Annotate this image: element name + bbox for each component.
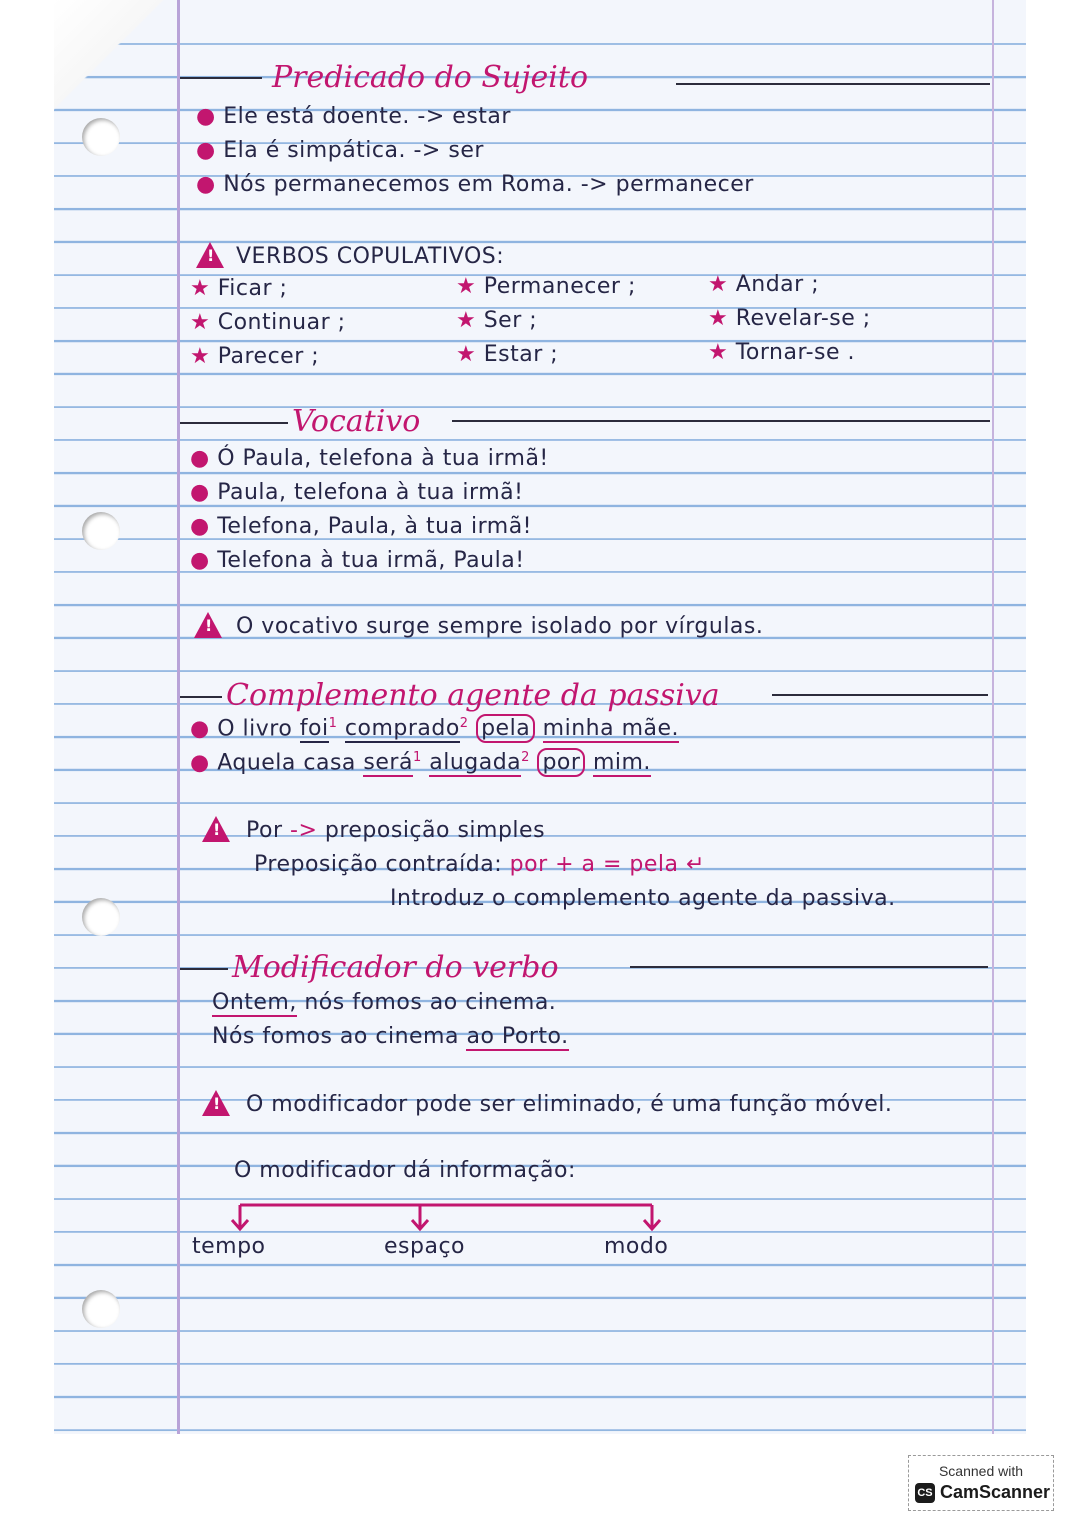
badge-name: CamScanner	[940, 1482, 1051, 1502]
list-item: ★ Ser ;	[456, 308, 538, 333]
heading-vocativo: Vocativo	[292, 404, 421, 439]
list-item: ● Nós permanecemos em Roma. -> permanecer	[196, 172, 754, 197]
example-line: ● Aquela casa será$^1$ alugada$^2$ por mim.	[190, 750, 651, 776]
heading-modificador: Modificador do verbo	[232, 950, 559, 985]
list-item: ★ Ficar ;	[190, 276, 288, 301]
list-item: ● Ela é simpática. -> ser	[196, 138, 484, 163]
list-item: ● Telefona, Paula, à tua irmã!	[190, 514, 533, 539]
list-item: ● Paula, telefona à tua irmã!	[190, 480, 524, 505]
modificador-info: O modificador dá informação:	[234, 1158, 576, 1183]
example-line: Ontem, nós fomos ao cinema.	[212, 990, 557, 1015]
branch-label: modo	[604, 1234, 669, 1259]
list-item: ● Ó Paula, telefona à tua irmã!	[190, 446, 549, 471]
example-line: Nós fomos ao cinema ao Porto.	[212, 1024, 569, 1049]
list-item: ★ Andar ;	[708, 272, 820, 297]
modificador-note: O modificador pode ser eliminado, é uma função móvel.	[246, 1092, 893, 1117]
camscanner-badge	[908, 1455, 1054, 1511]
complemento-note: Introduz o complemento agente da passiva.	[390, 886, 896, 911]
heading-predicado: Predicado do Sujeito	[272, 60, 589, 95]
list-item: ● Ele está doente. -> estar	[196, 104, 511, 129]
complemento-note: Preposição contraída: por + a = pela ↵	[254, 852, 705, 877]
complemento-note: Por -> preposição simples	[246, 818, 546, 843]
camscanner-logo-icon: CS	[915, 1483, 935, 1503]
branch-label: tempo	[192, 1234, 266, 1259]
branch-label: espaço	[384, 1234, 465, 1259]
list-item: ● Telefona à tua irmã, Paula!	[190, 548, 525, 573]
verbos-title: VERBOS COPULATIVOS:	[236, 244, 505, 269]
heading-complemento: Complemento agente da passiva	[226, 678, 720, 713]
list-item: ★ Estar ;	[456, 342, 559, 367]
list-item: ★ Tornar-se .	[708, 340, 856, 365]
list-item: ★ Revelar-se ;	[708, 306, 871, 331]
example-line: ● O livro foi$^1$ comprado$^2$ pela minha mãe.	[190, 716, 680, 742]
badge-caption: Scanned with	[938, 1463, 1024, 1479]
vocativo-note: O vocativo surge sempre isolado por vírgulas.	[236, 614, 764, 639]
list-item: ★ Continuar ;	[190, 310, 346, 335]
list-item: ★ Permanecer ;	[456, 274, 636, 299]
list-item: ★ Parecer ;	[190, 344, 320, 369]
